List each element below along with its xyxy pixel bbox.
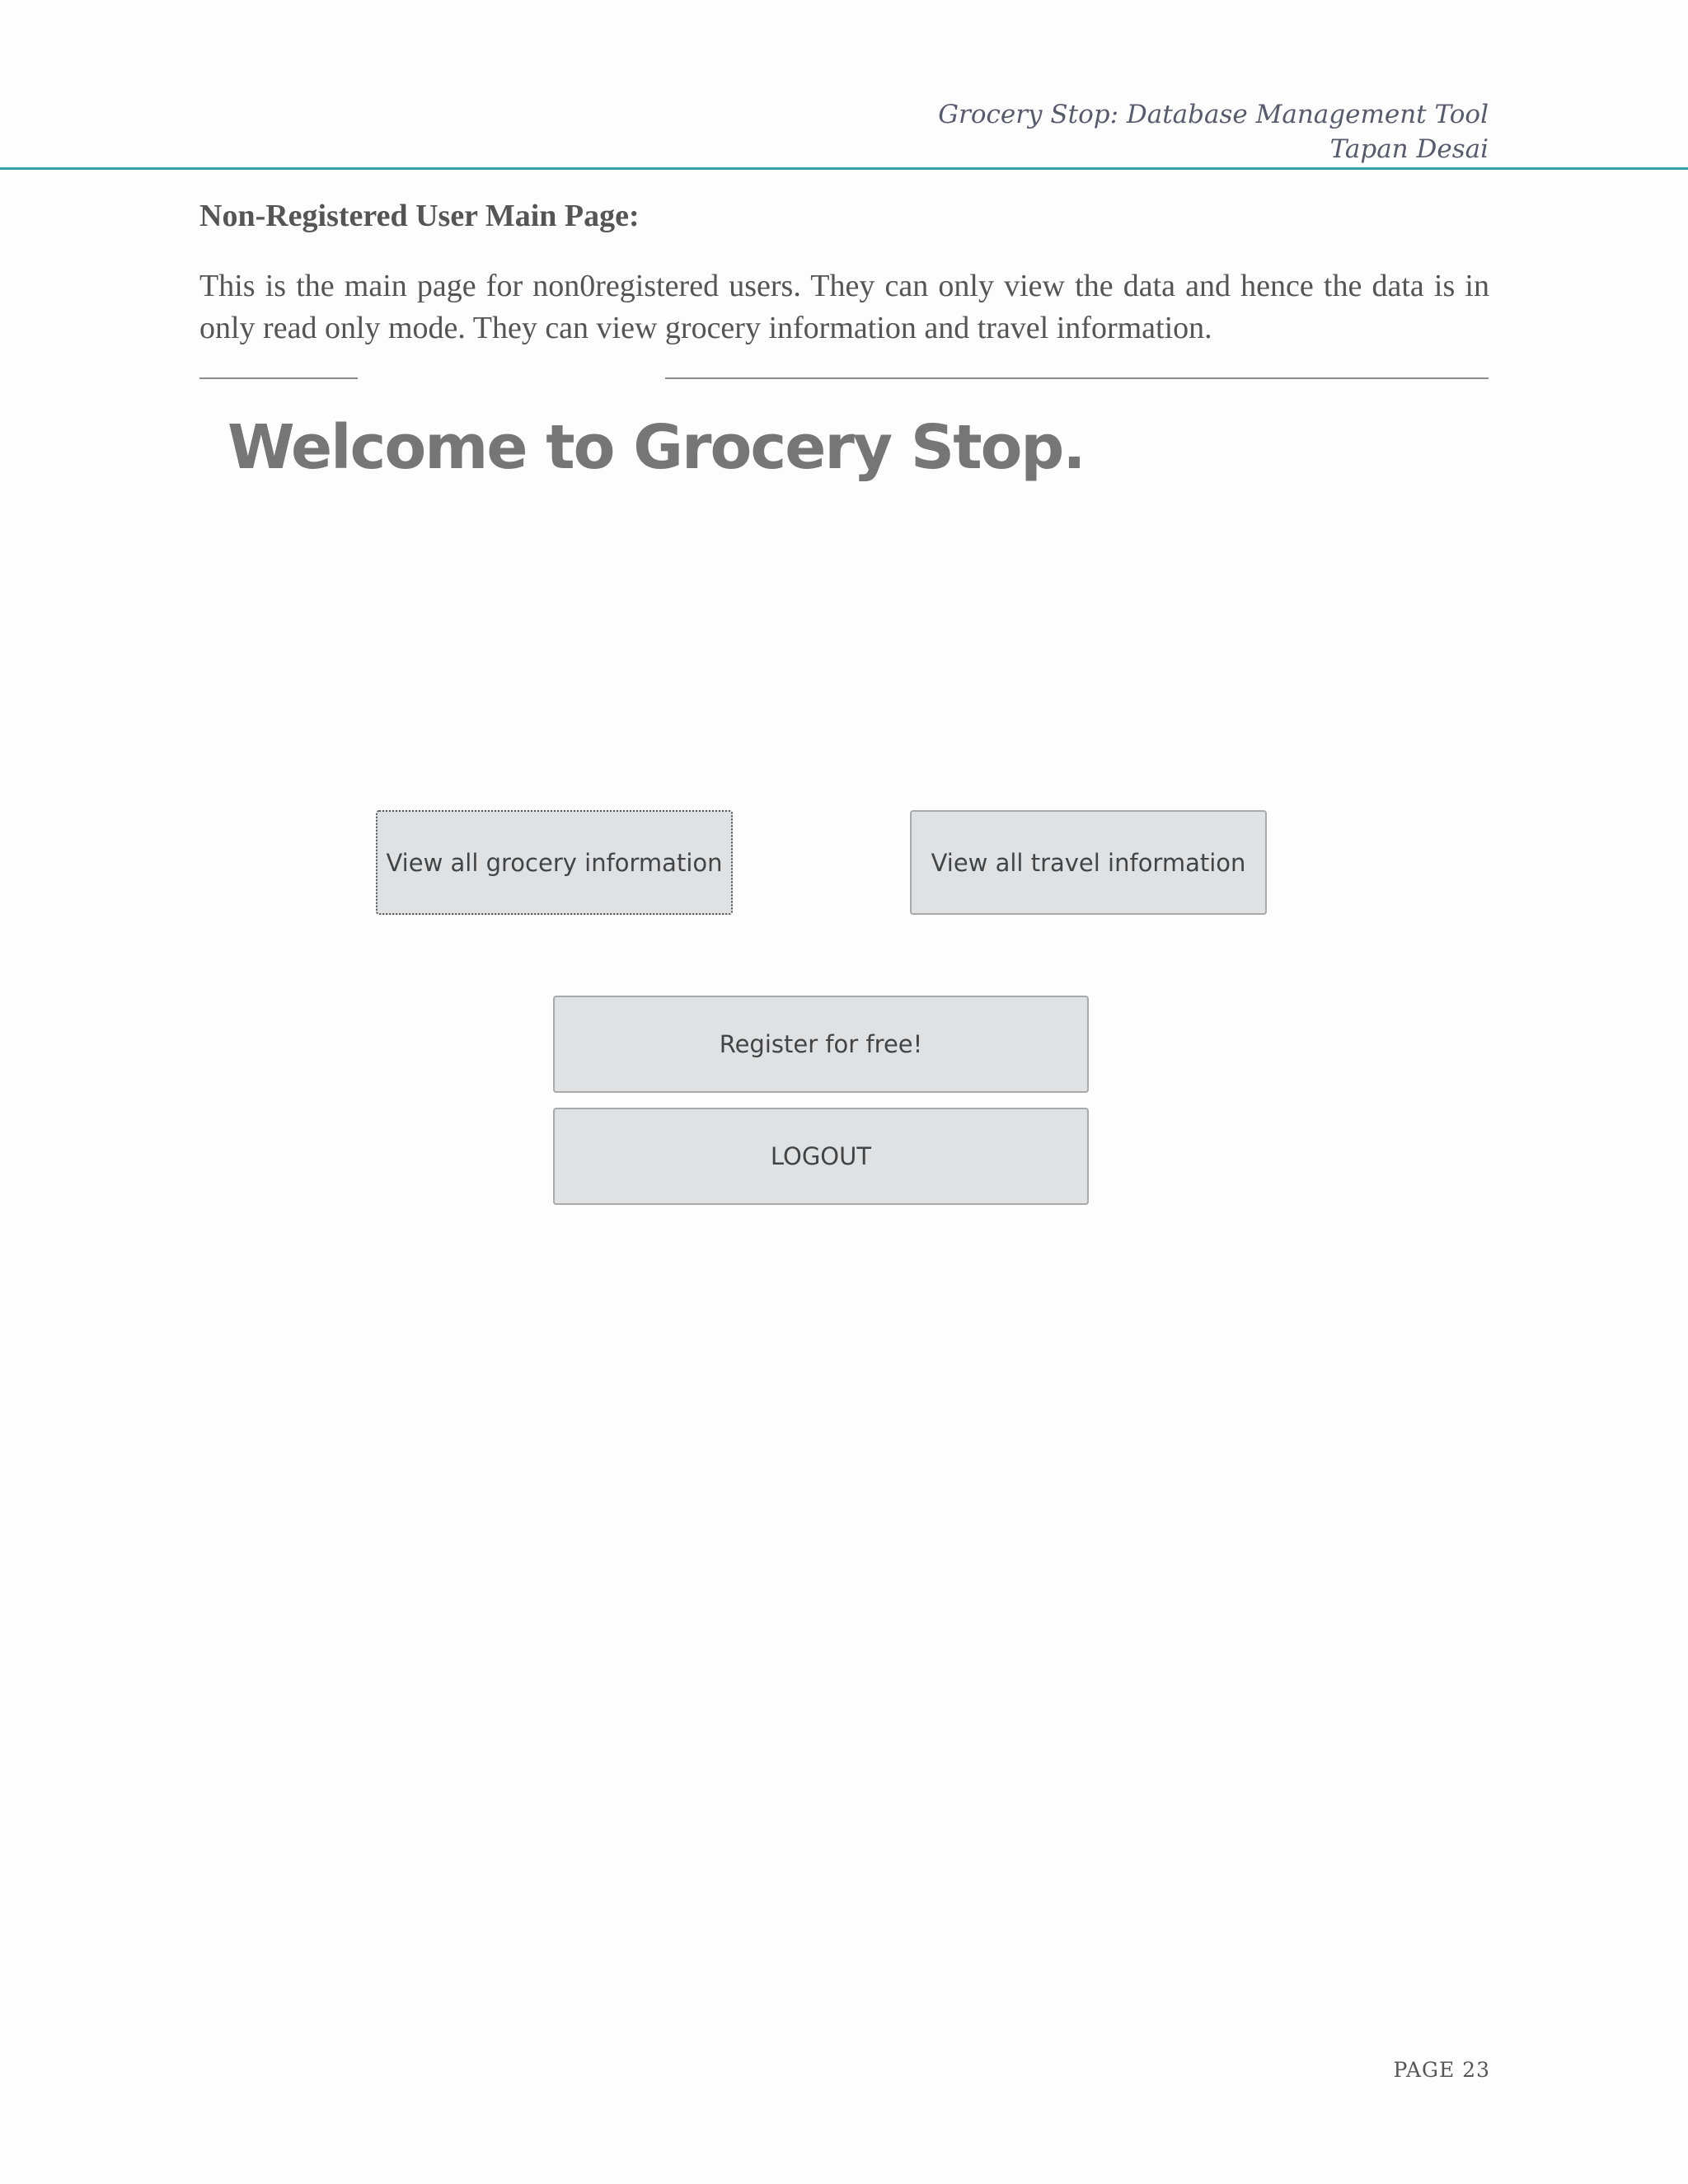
document-header xyxy=(938,97,1489,166)
view-grocery-information-button[interactable]: View all grocery information xyxy=(376,810,733,915)
section-heading: Non-Registered User Main Page: xyxy=(199,199,640,233)
document-author: Tapan Desai xyxy=(1329,134,1489,164)
welcome-title: Welcome to Grocery Stop. xyxy=(227,412,1085,483)
logout-button[interactable]: LOGOUT xyxy=(553,1108,1089,1205)
view-travel-information-button[interactable]: View all travel information xyxy=(910,810,1267,915)
screenshot-top-rule-right xyxy=(665,377,1489,379)
screenshot-top-rule-left xyxy=(199,377,358,379)
section-description: This is the main page for non0registered users. They can only view the data and hence the data is in only read only mode. They can view grocery information and travel information. xyxy=(199,269,1489,345)
register-button[interactable]: Register for free! xyxy=(553,996,1089,1093)
document-title: Grocery Stop: Database Management Tool xyxy=(938,100,1489,129)
header-divider xyxy=(0,167,1688,170)
page-number: PAGE 23 xyxy=(1393,2058,1490,2082)
